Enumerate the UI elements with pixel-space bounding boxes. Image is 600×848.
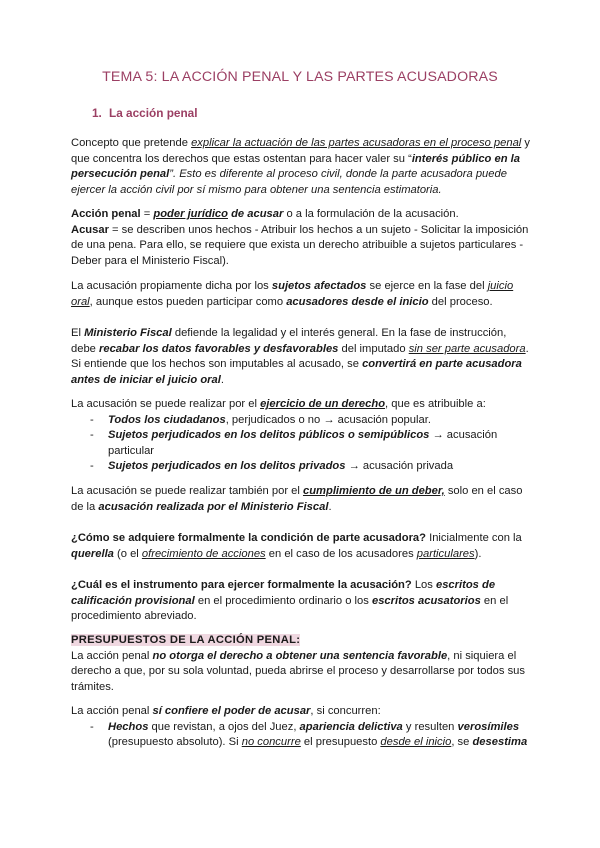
text-run: Sujetos perjudicados en los delitos privados [108, 460, 346, 473]
text-run: solo en el caso de la [71, 485, 523, 513]
text-run: que revistan, a ojos del Juez, [148, 720, 300, 733]
paragraph-presupuestos [71, 633, 533, 695]
text-run: poder jurídico [153, 208, 228, 220]
list-dash: - [90, 429, 94, 442]
paragraph-duty [71, 484, 533, 515]
section-label: La acción penal [109, 106, 198, 120]
text-run: y que concentra los derechos que estas ostentan para hacer valer su “ [71, 137, 530, 165]
text-run: (o el [113, 547, 142, 560]
list-dash: - [90, 460, 94, 473]
section-number: 1. [92, 106, 102, 120]
list-item [71, 428, 533, 459]
text-run: = [140, 208, 154, 220]
text-run: ofrecimiento de acciones [141, 547, 266, 560]
text-run: desestima [472, 736, 528, 749]
text-run: y resulten [402, 720, 458, 733]
text-run: → acusación privada [345, 460, 454, 473]
text-run: ¿Cuál es el instrumento para ejercer formalmente la acusación? [71, 579, 412, 591]
text-run: convertirá en parte acusadora antes de iniciar el juicio oral [71, 358, 522, 386]
text-run: El [71, 327, 85, 339]
text-run: . [328, 500, 332, 513]
text-run: particulares [416, 547, 475, 560]
text-run: interés público en la persecución penal [71, 152, 520, 181]
text-run: . [220, 373, 224, 386]
text-run: = se describen unos hechos - Atribuir los hechos a un sujeto - Solicitar la imposición de una pena. Para ello, se requiere que exista un derecho atribuible a sujetos particulares - Deber para el Ministerio Fiscal). [71, 223, 529, 267]
text-run: ejercicio de un derecho [260, 398, 386, 410]
text-run: , ni siquiera el derecho a que, por su sola voluntad, pueda abrirse el proceso y desarrollarse por todos sus trámites. [71, 649, 525, 693]
paragraph-affected-subjects [71, 279, 533, 310]
text-run: escritos acusatorios [371, 594, 481, 607]
text-run: acusadores desde el inicio [286, 295, 429, 308]
text-run: escritos de calificación provisional [71, 579, 496, 607]
text-run: Todos los ciudadanos [108, 413, 226, 426]
text-run: Sujetos perjudicados en los delitos públicos o semipúblicos [108, 429, 430, 442]
text-run: ¿Cómo se adquiere formalmente la condición de parte acusadora? [71, 532, 426, 544]
text-run: Acción penal [71, 208, 141, 220]
text-run: de acusar [227, 208, 284, 220]
paragraph-right-exercise [71, 397, 533, 475]
list-intro [71, 397, 533, 413]
text-run: La acusación se puede realizar por el [71, 398, 261, 410]
text-run: . Si entiende que los hechos son imputables al acusado, se [71, 342, 529, 371]
text-run: juicio oral [71, 280, 514, 308]
text-run: Acusar [71, 223, 109, 236]
list-item [71, 413, 533, 429]
text-run: del imputado [338, 342, 409, 355]
text-run: ). [474, 547, 482, 560]
text-run: en el procedimiento abreviado. [71, 594, 509, 623]
text-run: en el procedimiento ordinario o los [194, 594, 372, 607]
text-run: La acción penal [71, 649, 153, 662]
text-run: recabar los datos favorables y desfavorables [99, 342, 339, 355]
text-run: defiende la legalidad y el interés general. En la fase de instrucción, debe [71, 327, 507, 355]
text-run: Hechos [108, 720, 149, 733]
text-run: Ministerio Fiscal [84, 327, 172, 339]
paragraph-question-condition [71, 531, 533, 562]
text-run: sí confiere el poder de acusar [152, 705, 311, 717]
text-run: no concurre [241, 736, 301, 749]
text-run: , perjudicados o no → acusación popular. [225, 413, 431, 426]
text-run: acusación realizada por el Ministerio Fiscal [98, 500, 329, 513]
text-run: ”. Esto es diferente al proceso civil, donde la parte acusadora puede ejercer la acción civil por sí mismo para obtener una sentencia estimatoria. [71, 168, 507, 196]
text-run: verosímiles [457, 720, 520, 733]
text-run: cumplimiento de un deber, [302, 485, 445, 497]
text-run: La acusación se puede realizar también por el [71, 485, 303, 497]
text-run: , que es atribuible a: [385, 398, 486, 410]
text-run: La acusación propiamente dicha por los [71, 280, 272, 292]
text-run: Concepto que pretende [71, 137, 192, 149]
text-run: , si concurren: [310, 705, 381, 717]
text-run: querella [71, 547, 114, 560]
text-run: del proceso. [428, 295, 493, 308]
text-run: se ejerce en la fase del [366, 280, 488, 292]
paragraph-ministerio-fiscal [71, 326, 533, 388]
page-title: TEMA 5: LA ACCIÓN PENAL Y LAS PARTES ACUSADORAS [102, 69, 498, 85]
list-dash: - [90, 720, 94, 733]
text-run: La acción penal [71, 705, 153, 717]
text-run: Inicialmente con la [425, 532, 522, 544]
text-run: , se [451, 736, 473, 749]
text-run: (presupuesto absoluto). Si [108, 736, 242, 749]
list-item [71, 720, 533, 751]
text-run: sujetos afectados [271, 280, 367, 292]
text-run: , aunque estos pueden participar como [89, 295, 287, 308]
paragraph-definition [71, 207, 533, 269]
text-run: explicar la actuación de las partes acusadoras en el proceso penal [191, 137, 522, 149]
paragraph-power-to-accuse [71, 704, 533, 751]
text-run: → acusación particular [108, 429, 498, 457]
text-run: el presupuesto [300, 736, 381, 749]
text-run: sin ser parte acusadora [408, 342, 526, 355]
text-run: o a la formulación de la acusación. [283, 208, 459, 220]
text-run: en el caso de los acusadores [265, 547, 417, 560]
paragraph-concept [71, 136, 533, 198]
text-run: Los [411, 579, 436, 591]
presupuestos-heading: PRESUPUESTOS DE LA ACCIÓN PENAL: [71, 634, 301, 646]
list-item [71, 459, 533, 475]
text-run: no otorga el derecho a obtener una sentencia favorable [152, 649, 448, 662]
paragraph-question-instrument [71, 578, 533, 625]
text-run: apariencia delictiva [299, 720, 403, 733]
text-run: desde el inicio [380, 736, 452, 749]
section-heading [92, 106, 198, 122]
list-dash: - [90, 413, 94, 426]
list-intro [71, 704, 533, 720]
